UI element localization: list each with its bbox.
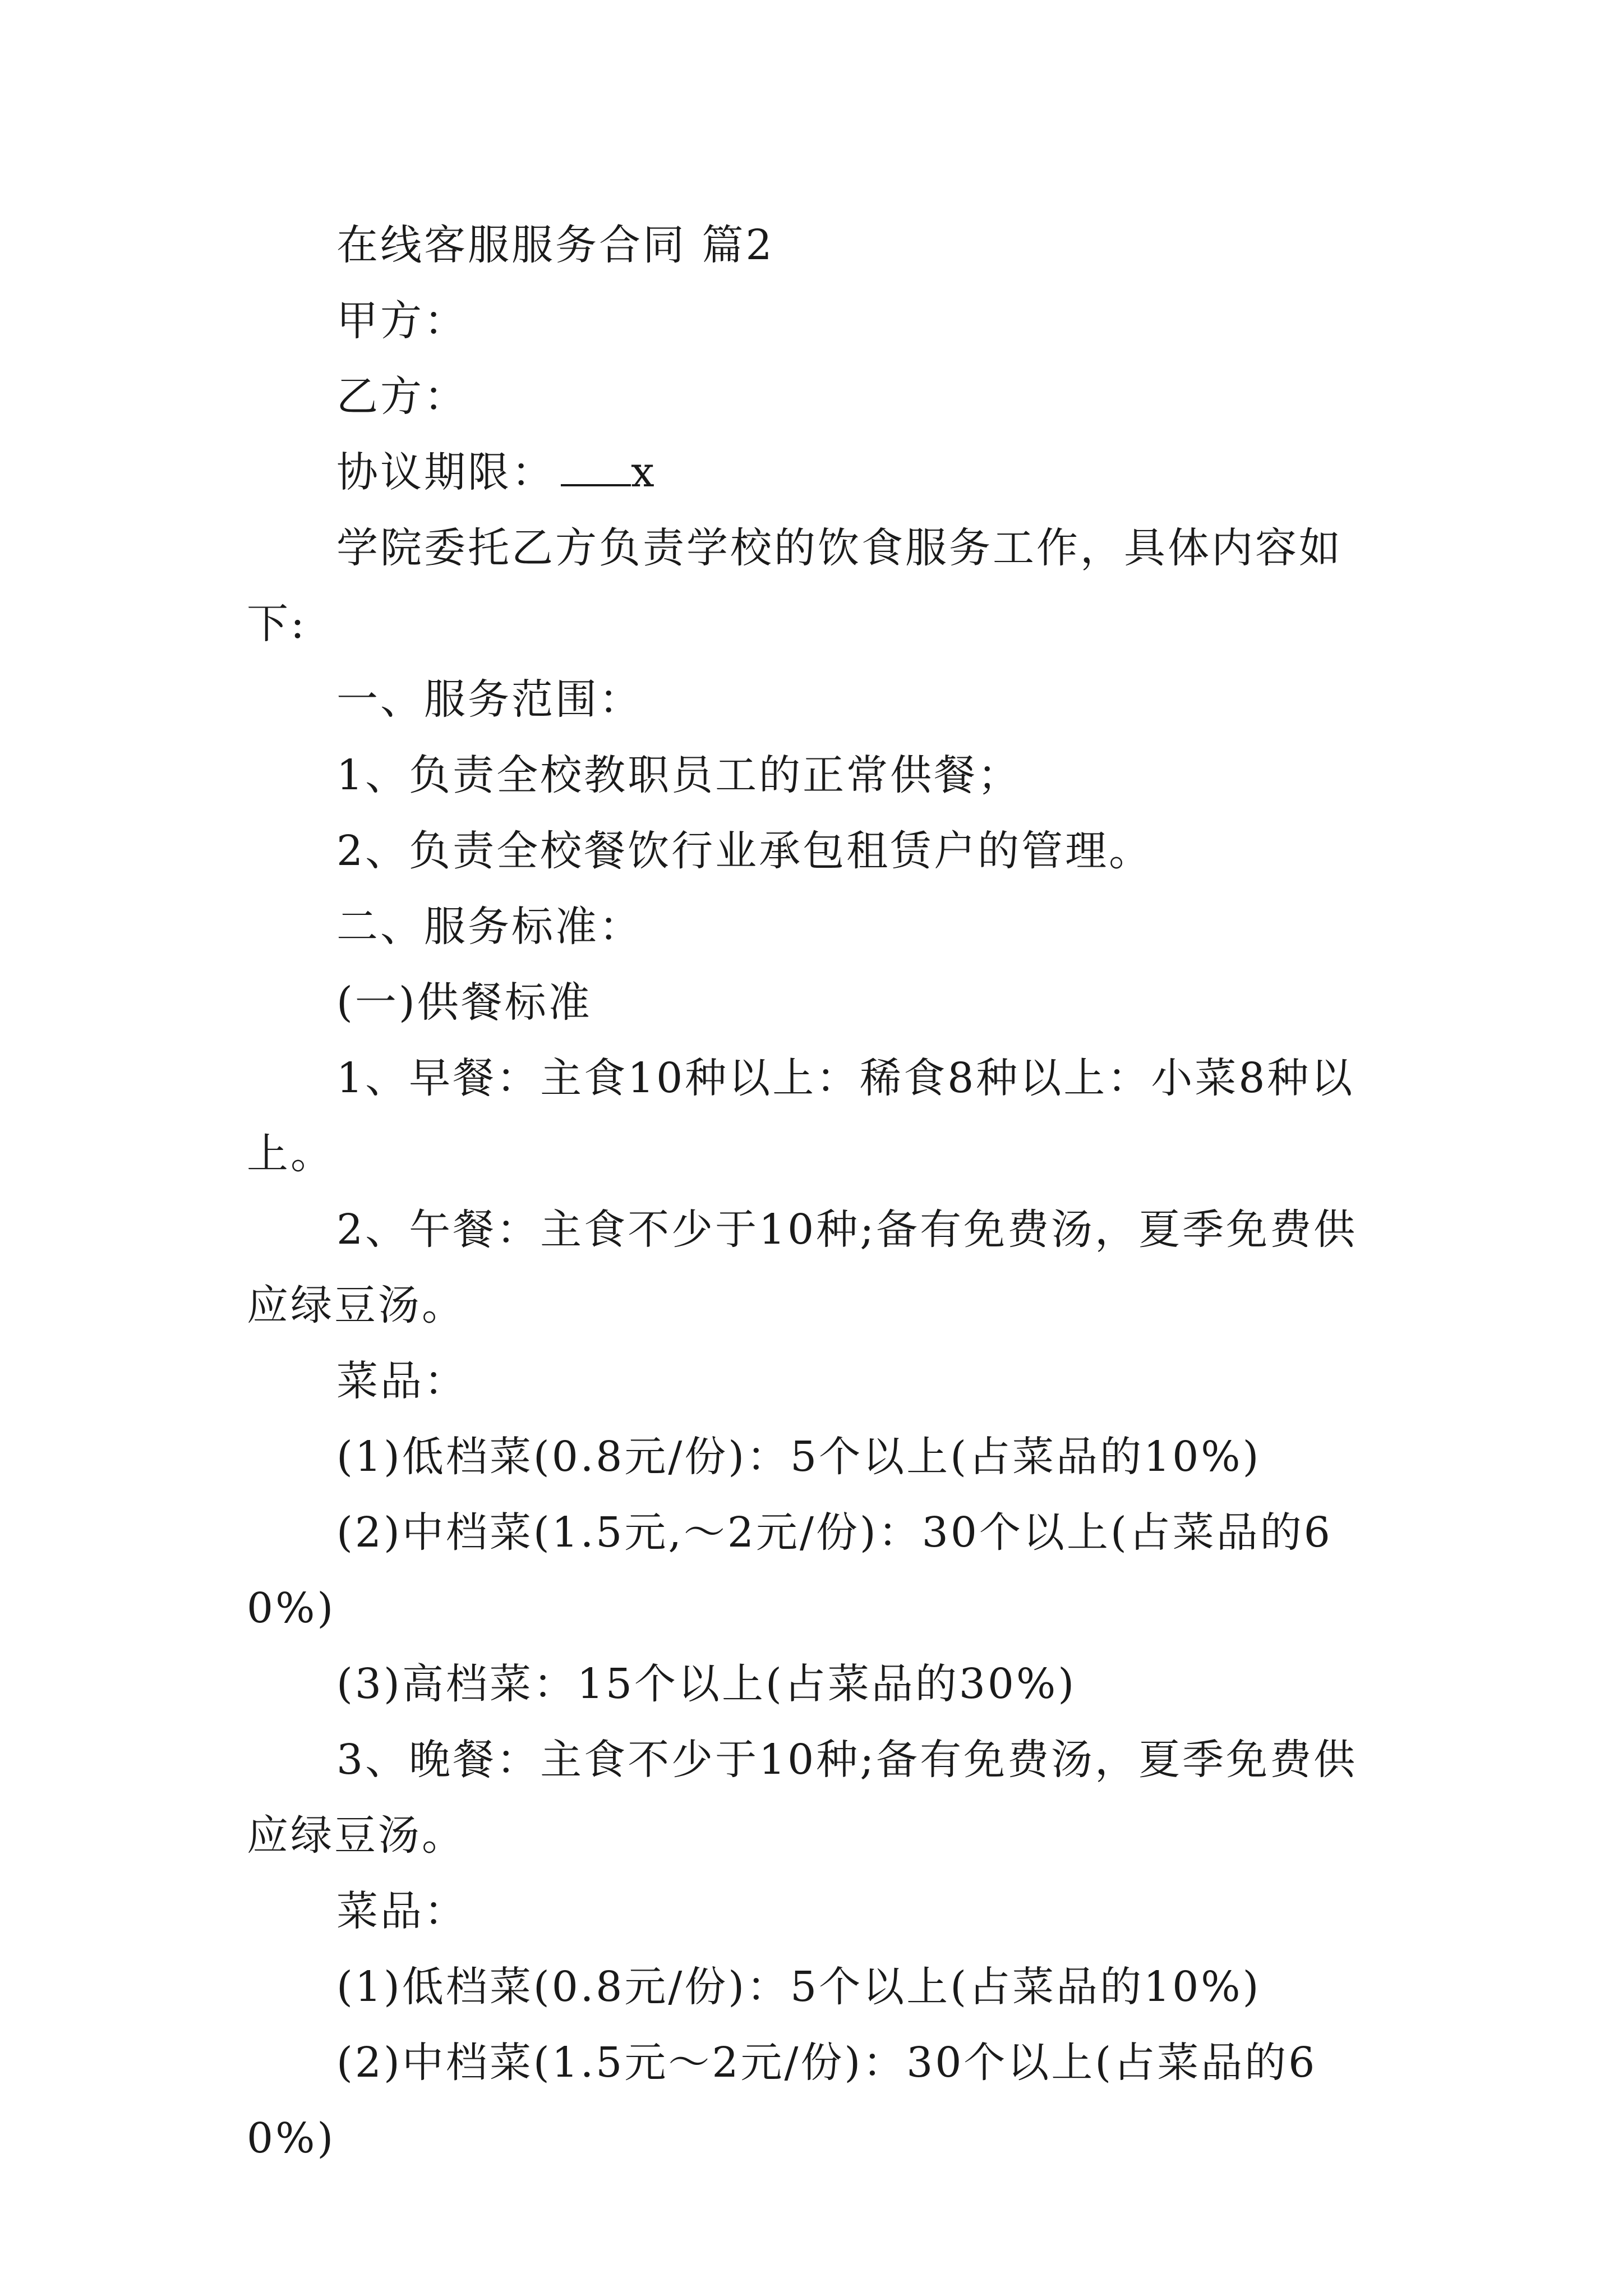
lunch-dish-item: (2)中档菜(1.5元,～2元/份)：30个以上(占菜品的60%) [247,1508,1332,1632]
breakfast-paragraph: 1、早餐：主食10种以上：稀食8种以上：小菜8种以上。 [247,1054,1355,1178]
lunch-paragraph: 2、午餐：主食不少于10种;备有免费汤，夏季免费供应绿豆汤。 [247,1205,1358,1329]
term-label: 协议期限： [336,448,555,496]
lunch-dishes-label: 菜品： [336,1357,468,1405]
dinner-dishes-label: 菜品： [336,1887,468,1935]
document-title: 在线客服服务合同 篇2 [336,221,774,269]
party-a-line: 甲方： [336,297,468,345]
term-blank-underline [561,450,631,486]
lunch-dish-item: (3)高档菜：15个以上(占菜品的30%) [336,1660,1077,1708]
term-line [247,435,1380,510]
lunch-dish-item: (1)低档菜(0.8元/份)：5个以上(占菜品的10%) [336,1433,1261,1481]
party-b-line: 乙方： [336,372,468,421]
document-body [247,208,1380,2177]
section1-item: 2、负责全校餐饮行业承包租赁户的管理。 [336,827,1153,875]
dinner-dish-item: (1)低档菜(0.8元/份)：5个以上(占菜品的10%) [336,1963,1261,2011]
section1-heading: 一、服务范围： [336,675,643,724]
section1-item: 1、负责全校教职员工的正常供餐； [336,751,1022,799]
intro-paragraph: 学院委托乙方负责学校的饮食服务工作，具体内容如下: [247,524,1343,648]
section2-heading: 二、服务标准： [336,903,643,951]
subsection1-heading: (一)供餐标准 [336,978,592,1027]
term-value: x [631,448,657,496]
dinner-paragraph: 3、晚餐：主食不少于10种;备有免费汤，夏季免费供应绿豆汤。 [247,1736,1358,1860]
dinner-dish-item: (2)中档菜(1.5元～2元/份)：30个以上(占菜品的60%) [247,2039,1317,2162]
